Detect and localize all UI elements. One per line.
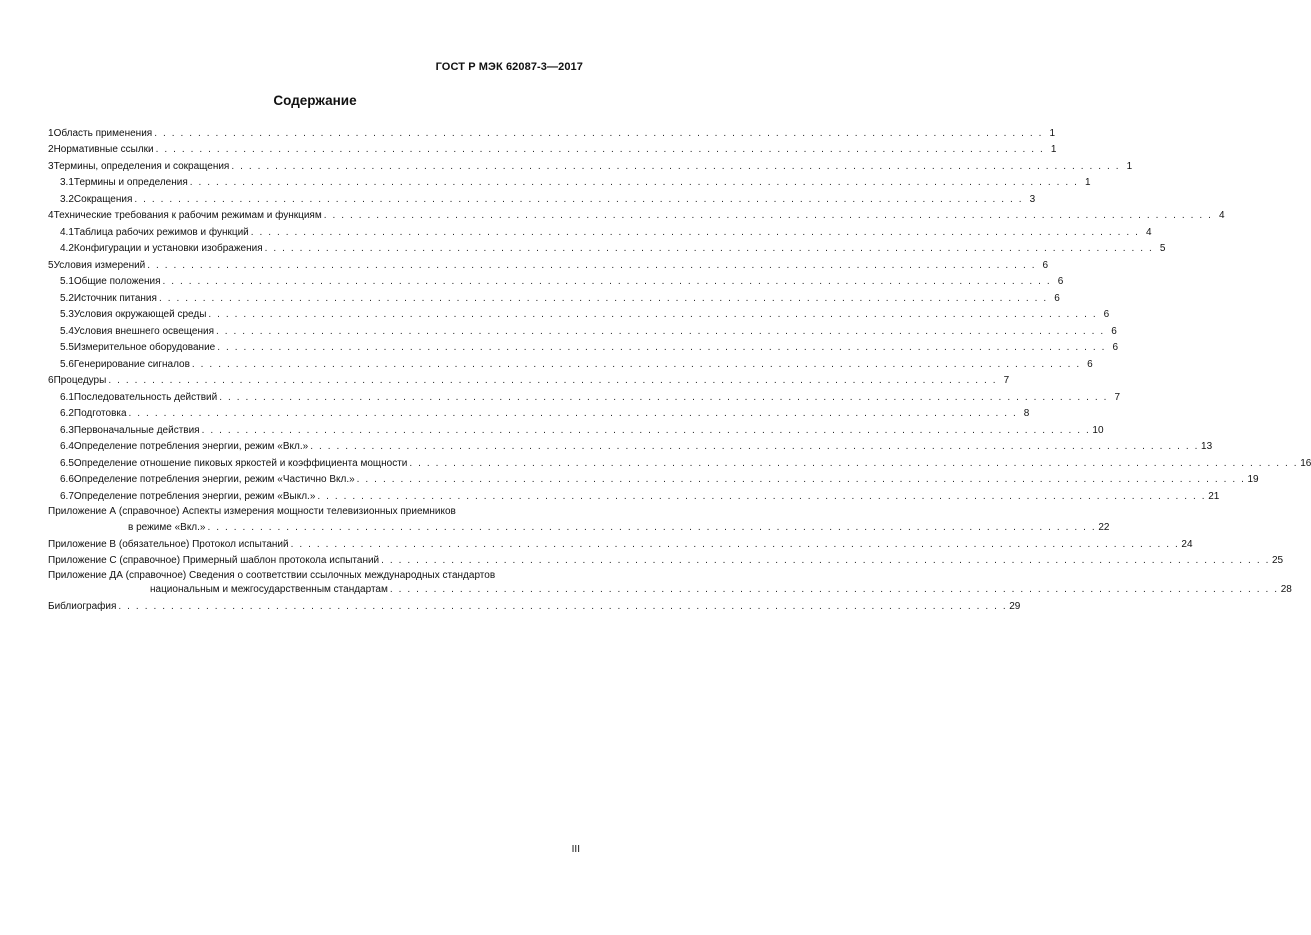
toc-appendix-a-title-cont: в режиме «Вкл.» — [128, 522, 206, 533]
toc-leader-dots: . . . . . . . . . . . . . . . . . . . . . . . . . . . . . . . . . . . . . . . . . . . . . . . . . . . . . . . . . . . . . . . . . . . . . . . . . . . . . . . . . . . . . . . . . . . . . . . . . . . . . . — [317, 490, 1207, 502]
toc-entry-title: Первоначальные действия — [73, 424, 200, 436]
toc-leader-dots: . . . . . . . . . . . . . . . . . . . . . . . . . . . . . . . . . . . . . . . . . . . . . . . . . . . . . . . . . . . . . . . . . . . . . . . . . . . . . . . . . . . . . . . . . . . . . . . . . . . . . . — [154, 127, 1044, 139]
toc-leader-dots: . . . . . . . . . . . . . . . . . . . . . . . . . . . . . . . . . . . . . . . . . . . . . . . . . . . . . . . . . . . . . . . . . . . . . . . . . . . . . . . . . . . . . . . . . . . . . . . . . . . . . . — [134, 193, 1024, 205]
toc-appendix-da-title: Приложение ДА (справочное) Сведения о соответствии ссылочных международных стандартов — [48, 570, 496, 581]
toc-entry-title: Генерирование сигналов — [73, 358, 190, 370]
toc-page-number: 25 — [1271, 555, 1284, 566]
toc-page-number: 28 — [1280, 584, 1292, 595]
toc-section-list — [48, 123, 1311, 503]
toc-entry-number: 6.5 — [60, 457, 74, 469]
toc-entry-5-5[interactable] — [48, 338, 1119, 355]
toc-leader-dots: . . . . . . . . . . . . . . . . . . . . . . . . . . . . . . . . . . . . . . . . . . . . . . . . . . . . . . . . . . . . . . . . . . . . . . . . . . . . . . . . . . . . . . . . . . . . . . . . . . . . . . — [217, 342, 1107, 353]
toc-page-number: 7 — [1003, 375, 1010, 386]
toc-entry-title: Условия измерений — [53, 259, 146, 271]
toc-entry-number: 6.6 — [60, 474, 74, 485]
standard-header: ГОСТ Р МЭК 62087-3—2017 — [435, 61, 583, 73]
toc-page-number: 5 — [1159, 243, 1166, 254]
toc-entry-6-1[interactable] — [48, 387, 1121, 404]
toc-entry-3-1[interactable] — [48, 173, 1091, 190]
toc-entry-title: Таблица рабочих режимов и функций — [73, 226, 249, 238]
toc-entry-number: 6.1 — [60, 391, 74, 403]
toc-entry-title: Условия окружающей среды — [73, 309, 207, 320]
toc-entry-5-1[interactable] — [48, 272, 1064, 289]
toc-bibliography[interactable] — [48, 596, 1021, 613]
toc-page-number: 1 — [1126, 160, 1133, 172]
toc-leader-dots: . . . . . . . . . . . . . . . . . . . . . . . . . . . . . . . . . . . . . . . . . . . . . . . . . . . . . . . . . . . . . . . . . . . . . . . . . . . . . . . . . . . . . . . . . . . . . . . . . . . . . . — [118, 600, 1008, 612]
page-number-roman: III — [571, 844, 580, 855]
toc-entry-4-2[interactable] — [48, 239, 1166, 256]
toc-leader-dots: . . . . . . . . . . . . . . . . . . . . . . . . . . . . . . . . . . . . . . . . . . . . . . . . . . . . . . . . . . . . . . . . . . . . . . . . . . . . . . . . . . . . . . . . . . . . . . . . . . . . . . — [264, 243, 1154, 254]
toc-appendix-a[interactable] — [48, 503, 1110, 535]
toc-entry-6-2[interactable] — [48, 404, 1030, 421]
toc-leader-dots: . . . . . . . . . . . . . . . . . . . . . . . . . . . . . . . . . . . . . . . . . . . . . . . . . . . . . . . . . . . . . . . . . . . . . . . . . . . . . . . . . . . . . . . . . . . . . . . . . . . . . . — [381, 555, 1270, 566]
toc-appendix-c[interactable] — [48, 551, 1284, 568]
toc-entry-number: 3.2 — [60, 193, 74, 205]
toc-entry-title: Последовательность действий — [73, 391, 218, 403]
toc-entry-title: Сокращения — [73, 193, 133, 205]
toc-entry-number: 2 — [48, 144, 54, 155]
toc-bibliography-title: Библиография — [48, 600, 117, 612]
toc-leader-dots: . . . . . . . . . . . . . . . . . . . . . . . . . . . . . . . . . . . . . . . . . . . . . . . . . . . . . . . . . . . . . . . . . . . . . . . . . . . . . . . . . . . . . . . . . . . . . . . . . . . . . . — [158, 292, 1048, 304]
toc-leader-dots: . . . . . . . . . . . . . . . . . . . . . . . . . . . . . . . . . . . . . . . . . . . . . . . . . . . . . . . . . . . . . . . . . . . . . . . . . . . . . . . . . . . . . . . . . . . . . . . . . . . . . . — [310, 441, 1200, 452]
toc-entry-title: Определение потребления энергии, режим «Выкл.» — [73, 490, 316, 502]
toc-leader-dots: . . . . . . . . . . . . . . . . . . . . . . . . . . . . . . . . . . . . . . . . . . . . . . . . . . . . . . . . . . . . . . . . . . . . . . . . . . . . . . . . . . . . . . . . . . . . . . . . . . . . . . — [155, 144, 1045, 155]
toc-page-number: 6 — [1057, 276, 1064, 287]
toc-entry-5-2[interactable] — [48, 288, 1060, 305]
toc-entry-4-1[interactable] — [48, 222, 1152, 239]
toc-leader-dots: . . . . . . . . . . . . . . . . . . . . . . . . . . . . . . . . . . . . . . . . . . . . . . . . . . . . . . . . . . . . . . . . . . . . . . . . . . . . . . . . . . . . . . . . . . . . . . . . . . . . . . — [219, 391, 1109, 403]
toc-page-number: 8 — [1023, 408, 1030, 419]
toc-entry-number: 3 — [48, 160, 54, 172]
toc-leader-dots: . . . . . . . . . . . . . . . . . . . . . . . . . . . . . . . . . . . . . . . . . . . . . . . . . . . . . . . . . . . . . . . . . . . . . . . . . . . . . . . . . . . . . . . . . . . . . . . . . . . . . . — [162, 276, 1052, 287]
toc-page-number: 24 — [1181, 538, 1193, 550]
toc-entry-title: Область применения — [53, 127, 153, 139]
toc-entry-5-6[interactable] — [48, 354, 1093, 371]
toc-entry-number: 4.1 — [60, 226, 74, 238]
toc-entry-number: 4 — [48, 210, 54, 221]
toc-entry-number: 5.3 — [60, 309, 74, 320]
toc-entry-title: Источник питания — [73, 292, 157, 304]
toc-page-number: 13 — [1201, 441, 1213, 452]
toc-entry-number: 4.2 — [60, 243, 74, 254]
toc-entry-title: Подготовка — [73, 408, 127, 419]
toc-entry-number: 6.7 — [60, 490, 74, 502]
toc-leader-dots: . . . . . . . . . . . . . . . . . . . . . . . . . . . . . . . . . . . . . . . . . . . . . . . . . . . . . . . . . . . . . . . . . . . . . . . . . . . . . . . . . . . . . . . . . . . . . . . . . . . . . . — [147, 259, 1037, 271]
toc-leader-dots: . . . . . . . . . . . . . . . . . . . . . . . . . . . . . . . . . . . . . . . . . . . . . . . . . . . . . . . . . . . . . . . . . . . . . . . . . . . . . . . . . . . . . . . . . . . . . . . . . . . . . . — [191, 358, 1081, 370]
toc-entry-6-5[interactable] — [48, 453, 1311, 470]
toc-appendix-da-title-cont: национальным и межгосударственным стандартам — [150, 584, 388, 595]
toc-page-number: 10 — [1092, 424, 1104, 436]
toc-appendix-c-title: Приложение С (справочное) Примерный шаблон протокола испытаний — [48, 555, 380, 566]
toc-entry-5[interactable] — [48, 255, 1049, 272]
toc-leader-dots: . . . . . . . . . . . . . . . . . . . . . . . . . . . . . . . . . . . . . . . . . . . . . . . . . . . . . . . . . . . . . . . . . . . . . . . . . . . . . . . . . . . . . . . . . . . . . . . . . . . . . . — [231, 160, 1121, 172]
toc-page-number: 4 — [1146, 226, 1152, 238]
toc-appendix-b-title: Приложение В (обязательное) Протокол испытаний — [48, 538, 289, 550]
toc-leader-dots: . . . . . . . . . . . . . . . . . . . . . . . . . . . . . . . . . . . . . . . . . . . . . . . . . . . . . . . . . . . . . . . . . . . . . . . . . . . . . . . . . . . . . . . . . . . . . . . . . . . . . . — [409, 457, 1299, 469]
toc-entry-6-6[interactable] — [48, 470, 1259, 487]
toc-entry-title: Конфигурации и установки изображения — [73, 243, 263, 254]
toc-appendix-a-title: Приложение А (справочное) Аспекты измерения мощности телевизионных приемников — [48, 505, 456, 517]
toc-leader-dots: . . . . . . . . . . . . . . . . . . . . . . . . . . . . . . . . . . . . . . . . . . . . . . . . . . . . . . . . . . . . . . . . . . . . . . . . . . . . . . . . . . . . . . . . . . . . . . . . . . . . . . — [128, 408, 1018, 419]
toc-entry-1[interactable] — [48, 123, 1056, 140]
toc-page-number: 29 — [1009, 600, 1021, 612]
toc-entry-number: 5 — [48, 259, 54, 271]
toc-page-number: 19 — [1247, 474, 1259, 485]
toc-entry-6-4[interactable] — [48, 437, 1213, 454]
toc-entry-4[interactable] — [48, 206, 1225, 223]
toc-leader-dots: . . . . . . . . . . . . . . . . . . . . . . . . . . . . . . . . . . . . . . . . . . . . . . . . . . . . . . . . . . . . . . . . . . . . . . . . . . . . . . . . . . . . . . . . . . . . . . . . . . . . . . — [290, 538, 1180, 550]
toc-entry-number: 6.3 — [60, 424, 74, 436]
toc-page-number: 22 — [1098, 522, 1110, 533]
toc-entry-5-3[interactable] — [48, 305, 1110, 322]
toc-entry-3[interactable] — [48, 156, 1133, 173]
toc-entry-title: Термины, определения и сокращения — [53, 160, 230, 172]
toc-leader-dots: . . . . . . . . . . . . . . . . . . . . . . . . . . . . . . . . . . . . . . . . . . . . . . . . . . . . . . . . . . . . . . . . . . . . . . . . . . . . . . . . . . . . . . . . . . . . . . . . . . . . . . — [323, 210, 1213, 221]
toc-page-number: 16 — [1300, 457, 1311, 469]
toc-entry-number: 5.6 — [60, 358, 74, 370]
toc-appendix-da[interactable] — [48, 567, 1292, 596]
toc-entry-title: Определение потребления энергии, режим «Вкл.» — [73, 441, 309, 452]
toc-entry-title: Термины и определения — [73, 177, 188, 188]
toc-page-number: 6 — [1103, 309, 1110, 320]
toc-entry-number: 5.1 — [60, 276, 74, 287]
toc-leader-dots: . . . . . . . . . . . . . . . . . . . . . . . . . . . . . . . . . . . . . . . . . . . . . . . . . . . . . . . . . . . . . . . . . . . . . . . . . . . . . . . . . . . . . . . . . . . . . . . . . . . . . . — [250, 226, 1140, 238]
toc-page-number: 6 — [1111, 325, 1117, 337]
toc-entry-2[interactable] — [48, 140, 1057, 157]
toc-entry-title: Общие положения — [73, 276, 161, 287]
toc-page-number: 3 — [1029, 193, 1036, 205]
toc-leader-dots: . . . . . . . . . . . . . . . . . . . . . . . . . . . . . . . . . . . . . . . . . . . . . . . . . . . . . . . . . . . . . . . . . . . . . . . . . . . . . . . . . . . . . . . . . . . . . . . . . . . . . . — [201, 424, 1091, 436]
toc-page-number: 1 — [1049, 127, 1056, 139]
toc-page-number: 6 — [1112, 342, 1119, 353]
toc-appendix-b[interactable] — [48, 534, 1193, 551]
toc-leader-dots: . . . . . . . . . . . . . . . . . . . . . . . . . . . . . . . . . . . . . . . . . . . . . . . . . . . . . . . . . . . . . . . . . . . . . . . . . . . . . . . . . . . . . . . . . . . . . . . . . . . . . . — [207, 522, 1097, 533]
toc-page-number: 21 — [1208, 490, 1220, 502]
toc-leader-dots: . . . . . . . . . . . . . . . . . . . . . . . . . . . . . . . . . . . . . . . . . . . . . . . . . . . . . . . . . . . . . . . . . . . . . . . . . . . . . . . . . . . . . . . . . . . . . . . . . . . . . . — [215, 325, 1105, 337]
table-of-contents — [48, 123, 1311, 613]
toc-leader-dots: . . . . . . . . . . . . . . . . . . . . . . . . . . . . . . . . . . . . . . . . . . . . . . . . . . . . . . . . . . . . . . . . . . . . . . . . . . . . . . . . . . . . . . . . . . . . . . . . . . . . . . — [389, 584, 1279, 595]
toc-entry-number: 5.5 — [60, 342, 74, 353]
toc-entry-number: 6.2 — [60, 408, 74, 419]
toc-entry-number: 5.2 — [60, 292, 74, 304]
toc-entry-title: Условия внешнего освещения — [73, 325, 214, 337]
toc-entry-title: Процедуры — [53, 375, 107, 386]
toc-entry-number: 3.1 — [60, 177, 74, 188]
toc-entry-number: 1 — [48, 127, 54, 139]
toc-entry-number: 5.4 — [60, 325, 74, 337]
toc-entry-number: 6 — [48, 375, 54, 386]
toc-page-number: 1 — [1085, 177, 1091, 188]
toc-entry-number: 6.4 — [60, 441, 74, 452]
toc-page-number: 6 — [1042, 259, 1049, 271]
toc-page-number: 1 — [1050, 144, 1057, 155]
toc-leader-dots: . . . . . . . . . . . . . . . . . . . . . . . . . . . . . . . . . . . . . . . . . . . . . . . . . . . . . . . . . . . . . . . . . . . . . . . . . . . . . . . . . . . . . . . . . . . . . . . . . . . . . . — [189, 177, 1079, 188]
toc-page-number: 6 — [1054, 292, 1060, 304]
toc-entry-6-3[interactable] — [48, 420, 1104, 437]
toc-page-number: 6 — [1087, 358, 1093, 370]
toc-entry-5-4[interactable] — [48, 321, 1117, 338]
toc-entry-title: Нормативные ссылки — [53, 144, 154, 155]
toc-entry-3-2[interactable] — [48, 189, 1036, 206]
toc-entry-title: Определение потребления энергии, режим «Частично Вкл.» — [73, 474, 355, 485]
toc-leader-dots: . . . . . . . . . . . . . . . . . . . . . . . . . . . . . . . . . . . . . . . . . . . . . . . . . . . . . . . . . . . . . . . . . . . . . . . . . . . . . . . . . . . . . . . . . . . . . . . . . . . . . . — [108, 375, 998, 386]
toc-page-number: 7 — [1114, 391, 1121, 403]
toc-entry-6-7[interactable] — [48, 486, 1220, 503]
toc-entry-title: Определение отношение пиковых яркостей и коэффициента мощности — [73, 457, 408, 469]
toc-entry-title: Измерительное оборудование — [73, 342, 216, 353]
toc-leader-dots: . . . . . . . . . . . . . . . . . . . . . . . . . . . . . . . . . . . . . . . . . . . . . . . . . . . . . . . . . . . . . . . . . . . . . . . . . . . . . . . . . . . . . . . . . . . . . . . . . . . . . . — [356, 474, 1246, 485]
toc-leader-dots: . . . . . . . . . . . . . . . . . . . . . . . . . . . . . . . . . . . . . . . . . . . . . . . . . . . . . . . . . . . . . . . . . . . . . . . . . . . . . . . . . . . . . . . . . . . . . . . . . . . . . . — [208, 309, 1098, 320]
page-title: Содержание — [273, 93, 357, 108]
toc-page-number: 4 — [1218, 210, 1225, 221]
toc-entry-6[interactable] — [48, 371, 1010, 388]
toc-entry-title: Технические требования к рабочим режимам и функциям — [53, 210, 322, 221]
